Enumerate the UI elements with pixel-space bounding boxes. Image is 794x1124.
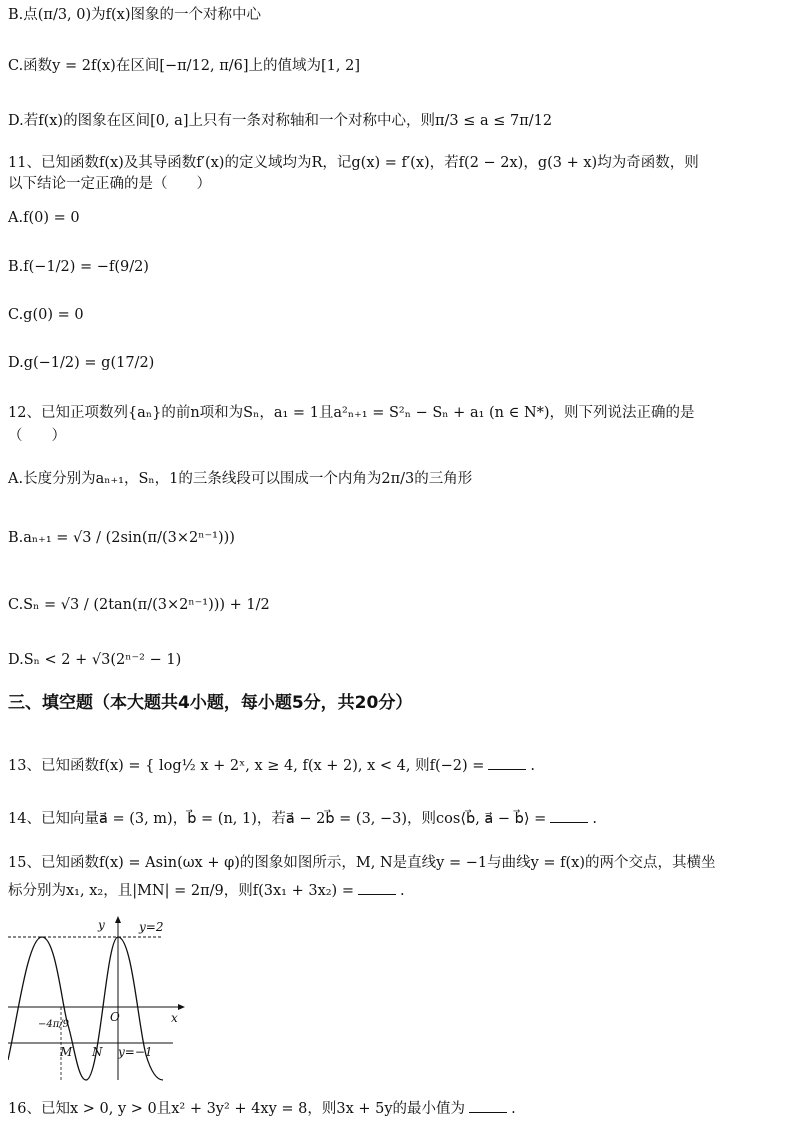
question-15-text: 标分别为x₁, x₂，且|MN| = 2π/9，则f(3x₁ + 3x₂) = xyxy=(8,883,354,899)
q11-option-a: A.f(0) = 0 xyxy=(8,210,80,226)
question-16-text: 16、已知x > 0, y > 0且x² + 3y² + 4xy = 8，则3x + 5y的最小值为 xyxy=(8,1101,466,1117)
question-15-stem-cont: 标分别为x₁, x₂，且|MN| = 2π/9，则f(3x₁ + 3x₂) = . xyxy=(8,883,405,899)
q12-option-b: B.aₙ₊₁ = √3 / (2sin(π/(3×2ⁿ⁻¹))) xyxy=(8,530,235,546)
x-axis-label: x xyxy=(171,1011,178,1025)
x-axis-arrow xyxy=(178,1004,185,1010)
tick-label: −4π/9 xyxy=(38,1019,70,1030)
option-d: D.若f(x)的图象在区间[0, a]上只有一条对称轴和一个对称中心，则π/3 ≤ a ≤ 7π/12 xyxy=(8,113,553,129)
sine-graph-figure xyxy=(8,915,188,1085)
answer-blank xyxy=(550,810,588,823)
answer-blank xyxy=(488,757,526,770)
question-13: 13、已知函数f(x) = { log½ x + 2ˣ, x ≥ 4, f(x + 2), x < 4, 则f(−2) = . xyxy=(8,758,536,774)
question-13-text: 13、已知函数f(x) = { log½ x + 2ˣ, x ≥ 4, f(x + 2), x < 4, 则f(−2) = xyxy=(8,758,485,774)
y-2-label: y=2 xyxy=(139,920,164,934)
y-minus-1-label: y=−1 xyxy=(118,1045,153,1059)
answer-blank xyxy=(358,882,396,895)
q11-option-d: D.g(−1/2) = g(17/2) xyxy=(8,355,155,371)
answer-blank xyxy=(469,1100,507,1113)
section-heading: 三、填空题（本大题共4小题，每小题5分，共20分） xyxy=(8,693,413,713)
q11-option-c: C.g(0) = 0 xyxy=(8,307,84,323)
point-n-label: N xyxy=(92,1045,103,1059)
point-m-label: M xyxy=(60,1045,73,1059)
y-axis-label: y xyxy=(98,918,105,932)
q11-option-b: B.f(−1/2) = −f(9/2) xyxy=(8,259,149,275)
question-12-stem: 12、已知正项数列{aₙ}的前n项和为Sₙ，a₁ = 1且a²ₙ₊₁ = S²ₙ − Sₙ + a₁ (n ∈ N*)，则下列说法正确的是 xyxy=(8,405,695,421)
question-11-stem-cont: 以下结论一定正确的是（ ） xyxy=(8,176,211,192)
question-15-stem: 15、已知函数f(x) = Asin(ωx + φ)的图象如图所示，M, N是直线y = −1与曲线y = f(x)的两个交点，其横坐 xyxy=(8,855,716,871)
question-14-text: 14、已知向量a⃗ = (3, m)，b⃗ = (n, 1)，若a⃗ − 2b⃗ = (3, −3)，则cos⟨b⃗, a⃗ − b⃗⟩ = xyxy=(8,811,547,827)
q12-option-d: D.Sₙ < 2 + √3(2ⁿ⁻² − 1) xyxy=(8,652,182,668)
question-14: 14、已知向量a⃗ = (3, m)，b⃗ = (n, 1)，若a⃗ − 2b⃗ = (3, −3)，则cos⟨b⃗, a⃗ − b⃗⟩ = . xyxy=(8,811,597,827)
y-axis-arrow xyxy=(115,916,121,923)
origin-label: O xyxy=(110,1010,120,1024)
question-12-stem-cont: （ ） xyxy=(8,428,66,444)
q12-option-c: C.Sₙ = √3 / (2tan(π/(3×2ⁿ⁻¹))) + 1/2 xyxy=(8,597,270,613)
q12-option-a: A.长度分别为aₙ₊₁，Sₙ，1的三条线段可以围成一个内角为2π/3的三角形 xyxy=(8,471,473,487)
question-16: 16、已知x > 0, y > 0且x² + 3y² + 4xy = 8，则3x + 5y的最小值为 . xyxy=(8,1101,516,1117)
option-b: B.点(π/3, 0)为f(x)图象的一个对称中心 xyxy=(8,7,262,23)
question-11-stem: 11、已知函数f(x)及其导函数f′(x)的定义域均为R，记g(x) = f′(x)，若f(2 − 2x)，g(3 + x)均为奇函数，则 xyxy=(8,155,699,171)
option-c: C.函数y = 2f(x)在区间[−π/12, π/6]上的值域为[1, 2] xyxy=(8,58,360,74)
